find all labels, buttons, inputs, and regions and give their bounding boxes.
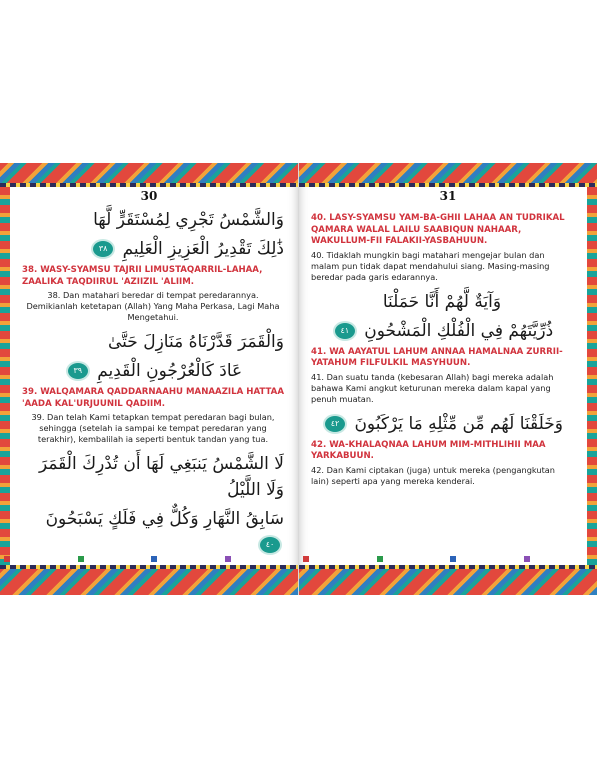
legend-item bbox=[524, 556, 594, 562]
page-number: 30 bbox=[140, 189, 158, 203]
ayah-marker-41: ٤١ bbox=[335, 323, 355, 339]
verse-38-translation: 38. Dan matahari beredar di tempat peredarannya. Demikianlah ketetapan (Allah) Yang Maha Perkasa, Lagi Maha Mengetahui. bbox=[26, 290, 280, 322]
decorative-side-strip bbox=[587, 187, 597, 565]
verse-38-arabic-line-2 bbox=[22, 236, 284, 262]
verse-41-arabic-line-2 bbox=[311, 318, 573, 344]
verse-39-translation: 39. Dan telah Kami tetapkan tempat peredaran bagi bulan, sehingga (setelah ia sampai ke tempat peredaran yang terakhir), kembalilah ia seperti bentuk tandan yang tua. bbox=[31, 412, 275, 444]
verse-39-arabic-text: عَادَ كَالْعُرْجُونِ الْقَدِيمِ bbox=[97, 361, 243, 381]
verse-39-transliteration: 39. WALQAMARA QADDARNAAHU MANAAZILA HATTAA 'AADA KAL'URJUUNIL QADIIM. bbox=[22, 387, 284, 409]
tajwid-legend bbox=[4, 554, 294, 563]
legend-item bbox=[450, 556, 520, 562]
page-number: 31 bbox=[439, 189, 457, 203]
decorative-top-band bbox=[299, 163, 597, 187]
decorative-top-band bbox=[0, 163, 298, 187]
legend-item bbox=[303, 556, 373, 562]
ayah-marker-38: ٣٨ bbox=[93, 241, 113, 257]
verse-40-transliteration: 40. LASY-SYAMSU YAM-BA-GHII LAHAA AN TUDRIKAL QAMARA WALAL LAILU SAABIQUN NAHAAR, WAKULLUM-FII FALAKII-YASBAHUUN. bbox=[311, 213, 565, 246]
right-page-content bbox=[311, 211, 573, 551]
legend-swatch-purple bbox=[225, 556, 231, 562]
legend-swatch-red bbox=[4, 556, 10, 562]
decorative-side-strip bbox=[0, 187, 10, 565]
verse-39-arabic-line-1: وَالْقَمَرَ قَدَّرْنَاهُ مَنَازِلَ حَتَّىٰ bbox=[108, 332, 284, 352]
decorative-bottom-band bbox=[0, 565, 298, 595]
verse-41-arabic-line-1: وَآيَةٌ لَّهُمْ أَنَّا حَمَلْنَا bbox=[382, 291, 502, 312]
legend-swatch-red bbox=[303, 556, 309, 562]
verse-40-arabic-line-2 bbox=[22, 506, 284, 558]
right-page bbox=[299, 163, 597, 595]
verse-41-translation: 41. Dan suatu tanda (kebesaran Allah) bagi mereka adalah bahawa Kami angkut keturunan mereka dalam kapal yang penuh muatan. bbox=[311, 371, 554, 404]
verse-42-arabic-text: وَخَلَقْنَا لَهُم مِّن مِّثْلِهِ مَا يَرْكَبُونَ bbox=[354, 413, 563, 434]
verse-42-translation: 42. Dan Kami ciptakan (juga) untuk mereka (pengangkutan lain) seperti apa yang mereka kenderai. bbox=[311, 464, 555, 486]
legend-swatch-blue bbox=[151, 556, 157, 562]
verse-40-arabic-line-1: لَا الشَّمْسُ يَنبَغِي لَهَا أَن تُدْرِكَ الْقَمَرَ وَلَا اللَّيْلُ bbox=[38, 454, 284, 500]
legend-item bbox=[225, 556, 295, 562]
verse-41-transliteration: 41. WA AAYATUL LAHUM ANNAA HAMALNAA ZURRII-YATAHUM FILFULKIL MASYHUUN. bbox=[311, 346, 563, 368]
legend-item bbox=[4, 556, 74, 562]
verse-42-transliteration: 42. WA-KHALAQNAA LAHUM MIM-MITHLIHII MAA YARKABUUN. bbox=[311, 439, 546, 461]
verse-40-arabic-text: سَابِقُ النَّهَارِ وَكُلٌّ فِي فَلَكٍ يَسْبَحُونَ bbox=[45, 509, 284, 529]
left-page-content bbox=[22, 207, 284, 551]
ayah-marker-40: ٤٠ bbox=[260, 537, 280, 553]
left-page bbox=[0, 163, 299, 595]
ayah-marker-42: ٤٢ bbox=[325, 416, 345, 432]
verse-39-arabic-line-2 bbox=[22, 358, 284, 384]
legend-swatch-green bbox=[78, 556, 84, 562]
verse-38-transliteration: 38. WASY-SYAMSU TAJRII LIMUSTAQARRIL-LAHAA, ZAALIKA TAQDIIRUL 'AZIIZIL 'ALIIM. bbox=[22, 265, 263, 287]
decorative-bottom-band bbox=[299, 565, 597, 595]
verse-40-translation: 40. Tidaklah mungkin bagi matahari mengejar bulan dan malam pun tidak dapat mendahului siang. Masing-masing beredar pada garis edarannya. bbox=[311, 249, 550, 282]
legend-swatch-blue bbox=[450, 556, 456, 562]
legend-swatch-green bbox=[377, 556, 383, 562]
ayah-marker-39: ٣٩ bbox=[68, 363, 88, 379]
verse-38-arabic-text: ذَٰلِكَ تَقْدِيرُ الْعَزِيزِ الْعَلِيمِ bbox=[122, 239, 284, 259]
legend-swatch-purple bbox=[524, 556, 530, 562]
legend-item bbox=[377, 556, 447, 562]
legend-item bbox=[78, 556, 148, 562]
book-spread bbox=[0, 163, 597, 595]
tajwid-legend bbox=[303, 554, 593, 563]
legend-item bbox=[151, 556, 221, 562]
verse-41-arabic-text: ذُرِّيَّتَهُمْ فِي الْفُلْكِ الْمَشْحُونِ bbox=[364, 320, 554, 341]
verse-42-arabic-line-1 bbox=[311, 411, 573, 437]
verse-37-arabic-line-1: وَالشَّمْسُ تَجْرِي لِمُسْتَقَرٍّ لَّهَا bbox=[93, 210, 284, 230]
